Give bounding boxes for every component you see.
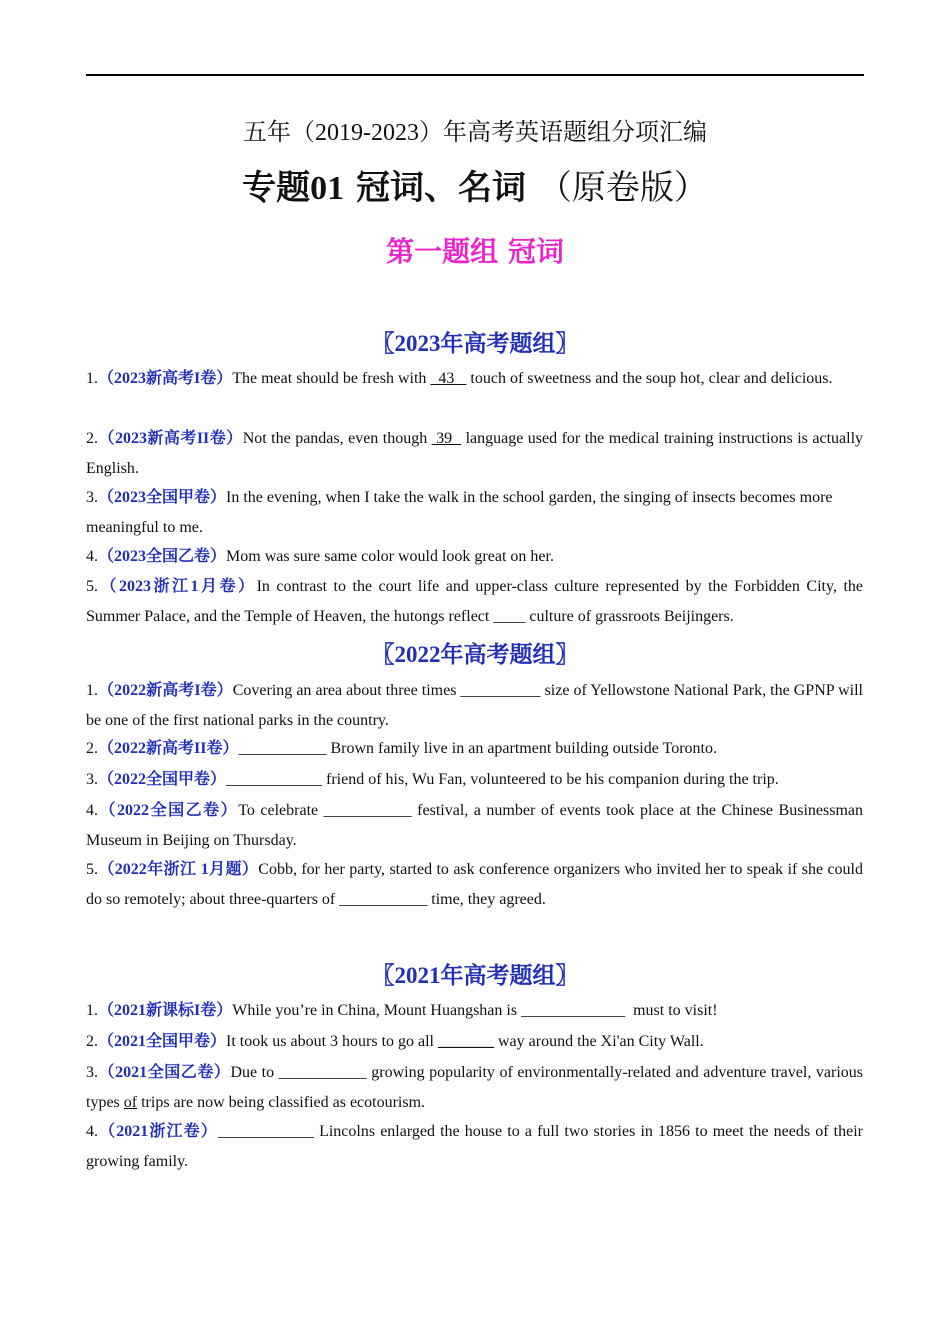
question-text-end: language used for the medical training instructions is actually English. [86,430,864,477]
answer-blank: _______ [438,1033,494,1050]
question-2021-1 [86,996,863,1026]
question-text-end: touch of sweetness and the soup hot, clear and delicious. [466,370,833,387]
question-number: 2. [86,1033,98,1050]
year-heading-2023: 〖2023年高考题组〗 [371,331,579,356]
question-2023-1 [86,364,863,394]
question-number: 4. [86,1123,98,1140]
question-source: （2021新课标I卷） [98,1002,233,1019]
question-source: （2022全国乙卷） [98,802,239,819]
question-2021-2 [86,1027,863,1057]
question-number: 4. [86,548,98,565]
question-2023-4 [86,542,863,572]
question-2022-2 [86,734,863,764]
question-text: In the evening, when I take the walk in the school garden, the singing of insects becomes more meaningful to me. [86,489,833,536]
topic-title [0,160,950,209]
question-source: （2021浙江卷） [98,1123,218,1140]
question-number: 3. [86,489,98,506]
answer-blank: 39 [431,430,462,447]
question-source: （2023新高考II卷） [98,430,243,447]
question-number: 5. [86,578,98,595]
question-text: Not the pandas, even though [242,430,432,447]
question-number: 1. [86,370,98,387]
question-text: It took us about 3 hours to go all [226,1033,438,1050]
question-source: （2022全国甲卷） [98,771,227,788]
question-text: ____________ Lincolns enlarged the house to a full two stories in 1856 to meet the needs of their growing family. [86,1123,863,1170]
question-2022-5 [86,855,863,914]
topic-edition: （原卷版） [537,168,708,208]
question-number: 5. [86,861,98,878]
question-number: 2. [86,740,98,757]
question-source: （2022年浙江 1月题） [98,861,259,878]
question-source: （2023全国甲卷） [98,489,227,506]
question-text: Covering an area about three times __________ size of Yellowstone National Park, the GPNP will be one of the first national parks in the country. [86,682,863,729]
question-number: 3. [86,1064,98,1081]
series-title: 五年（2019-2023）年高考英语题组分项汇编 [243,120,707,146]
answer-blank: 43 [430,370,467,387]
question-source: （2022新高考I卷） [98,682,233,699]
question-source: （2023全国乙卷） [98,548,227,565]
question-2023-2 [86,424,863,483]
question-number: 1. [86,1002,98,1019]
topic-name: 冠词、名词 [356,168,526,208]
question-text: Cobb, for her party, started to ask conference organizers who invited her to speak if she could do so remotely; about three-quarters of ___________ time, they agreed. [86,861,863,908]
underlined-word: of [123,1093,138,1111]
question-number: 4. [86,802,98,819]
question-2023-5 [86,572,863,631]
question-text: In contrast to the court life and upper-class culture represented by the Forbidden City, the Summer Palace, and the Temple of Heaven, the hutongs reflect ____ culture of grassroots Beijingers. [86,578,863,625]
question-source: （2022新高考II卷） [98,740,239,757]
question-number: 3. [86,771,98,788]
question-2022-4 [86,796,863,855]
year-heading-2022: 〖2022年高考题组〗 [371,642,579,667]
question-source: （2023浙江1月卷） [98,578,257,595]
question-2021-4 [86,1117,863,1176]
question-text: ___________ Brown family live in an apartment building outside Toronto. [238,740,717,757]
topic-prefix: 专题 [242,168,311,208]
question-text: Mom was sure same color would look great on her. [226,548,554,565]
question-text: To celebrate ___________ festival, a number of events took place at the Chinese Businessman Museum in Beijing on Thursday. [86,802,863,849]
question-text-end: trips are now being classified as ecotourism. [137,1093,426,1111]
question-2022-1 [86,676,863,735]
question-source: （2021全国乙卷） [98,1064,231,1081]
question-number: 2. [86,430,98,447]
question-source: （2021全国甲卷） [98,1033,227,1050]
question-text: ____________ friend of his, Wu Fan, volunteered to be his companion during the trip. [226,771,779,788]
top-rule [86,74,864,76]
question-text: While you’re in China, Mount Huangshan is _____________ must to visit! [232,1002,718,1019]
question-2022-3 [86,765,863,795]
group-title: 第一题组 冠词 [386,235,564,268]
year-heading-2021: 〖2021年高考题组〗 [371,963,579,988]
question-2023-3 [86,483,863,542]
topic-number: 01 [310,170,345,207]
question-text: The meat should be fresh with [232,370,431,387]
question-2021-3 [86,1058,863,1117]
question-text-end: way around the Xi'an City Wall. [494,1033,704,1050]
question-number: 1. [86,682,98,699]
question-source: （2023新高考I卷） [98,370,233,387]
question-text: Due to ___________ growing popularity of environmentally-related and adventure travel, various types [86,1064,863,1111]
